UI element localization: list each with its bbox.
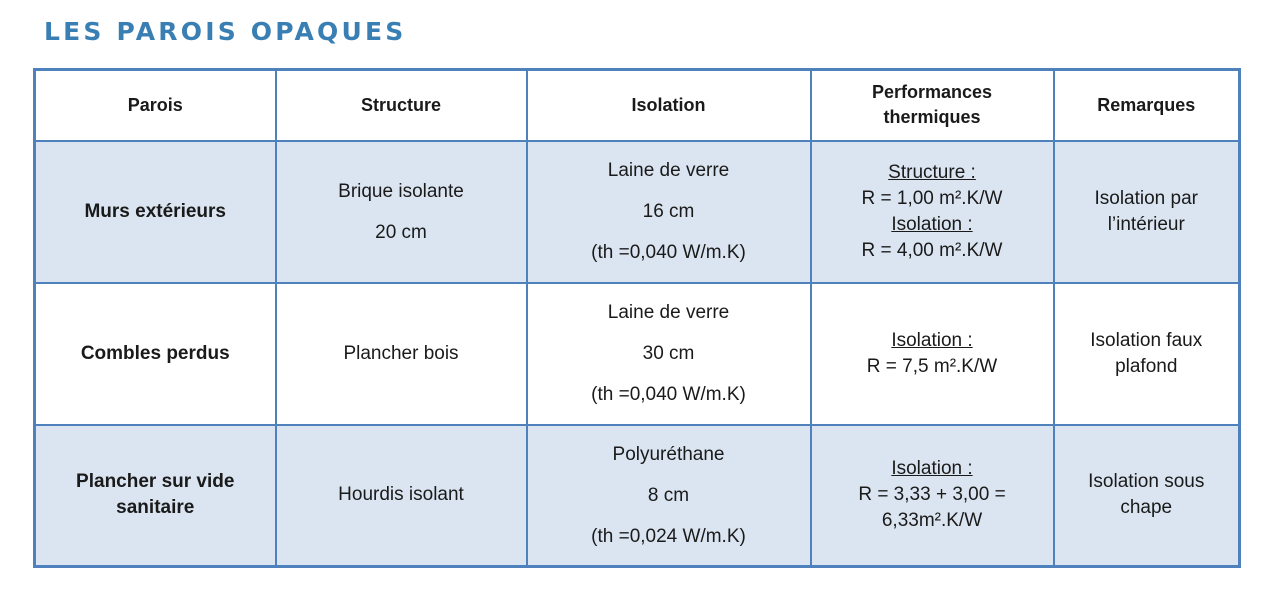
parois-name: Combles perdus [80, 342, 230, 364]
table-header-row [35, 70, 1240, 141]
column-header-structure: Structure [276, 70, 527, 141]
cell-isolation [527, 141, 811, 283]
table-row [35, 141, 1240, 283]
table-row [35, 283, 1240, 425]
cell-structure [276, 141, 527, 283]
cell-remarques [1054, 425, 1240, 567]
column-header-performances [811, 70, 1054, 141]
structure-material: Hourdis isolant [338, 484, 464, 506]
isolation-thickness: 16 cm [642, 201, 695, 222]
structure-material: Brique isolante [338, 180, 464, 202]
cell-performances [811, 283, 1054, 425]
structure-material: Plancher bois [343, 342, 459, 364]
page-title: LES PAROIS OPAQUES [44, 17, 407, 46]
cell-isolation [527, 425, 811, 567]
column-header-performances-label: Performances thermiques [871, 82, 993, 128]
cell-parois [35, 425, 276, 567]
perf-isolation-label: Isolation : [891, 458, 973, 480]
column-header-parois: Parois [35, 70, 276, 141]
isolation-thickness: 30 cm [642, 343, 695, 364]
perf-structure-value: R = 1,00 m².K/W [861, 187, 1003, 209]
perf-structure-label: Structure : [888, 161, 976, 183]
cell-structure [276, 425, 527, 567]
parois-name: Plancher sur vide sanitaire [76, 471, 235, 519]
cell-structure [276, 283, 527, 425]
cell-remarques [1054, 283, 1240, 425]
remark-text: Isolation sous chape [1088, 471, 1205, 519]
isolation-conductivity: (th =0,040 W/m.K) [591, 242, 746, 263]
perf-isolation-value: R = 7,5 m².K/W [866, 355, 998, 377]
cell-parois [35, 141, 276, 283]
isolation-conductivity: (th =0,040 W/m.K) [591, 384, 746, 405]
structure-thickness: 20 cm [375, 221, 427, 243]
cell-isolation [527, 283, 811, 425]
table-row [35, 425, 1240, 567]
parois-table [33, 68, 1241, 568]
isolation-material: Laine de verre [607, 160, 730, 181]
isolation-material: Laine de verre [607, 302, 730, 323]
perf-isolation-label: Isolation : [891, 329, 973, 351]
column-header-isolation: Isolation [527, 70, 811, 141]
cell-remarques [1054, 141, 1240, 283]
perf-isolation-label: Isolation : [891, 213, 973, 235]
isolation-conductivity: (th =0,024 W/m.K) [591, 525, 746, 547]
remark-text: Isolation par l’intérieur [1094, 187, 1198, 235]
perf-isolation-value: R = 4,00 m².K/W [861, 239, 1003, 261]
cell-performances [811, 425, 1054, 567]
isolation-material: Polyuréthane [612, 443, 725, 465]
remark-text: Isolation faux plafond [1090, 329, 1203, 377]
cell-parois [35, 283, 276, 425]
column-header-remarques: Remarques [1054, 70, 1240, 141]
isolation-thickness: 8 cm [647, 484, 690, 506]
cell-performances [811, 141, 1054, 283]
perf-isolation-value: R = 3,33 + 3,00 = 6,33m².K/W [858, 484, 1006, 532]
parois-name: Murs extérieurs [84, 200, 226, 222]
